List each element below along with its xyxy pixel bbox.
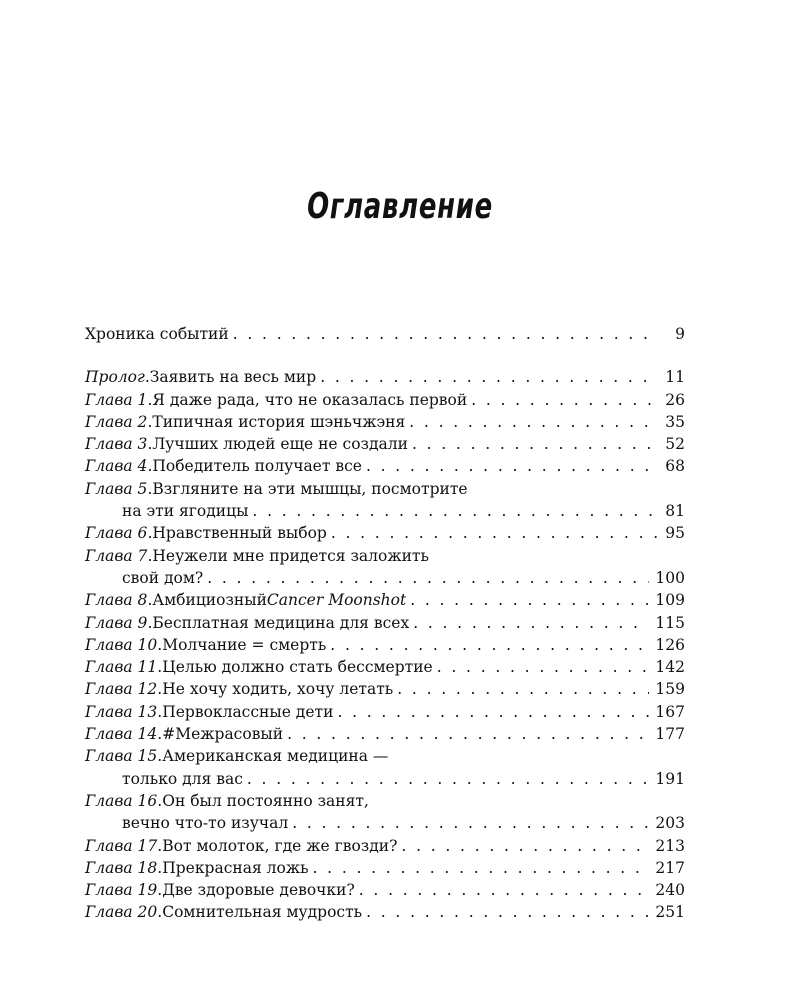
label-separator: . (157, 858, 163, 877)
dot-leader (401, 835, 649, 857)
dot-leader (397, 678, 649, 700)
toc-entry[interactable] (85, 723, 685, 745)
chapter-label: Глава 7 (85, 546, 148, 565)
chapter-label: Глава 4 (85, 457, 148, 476)
chapter-label: Глава 16 (85, 791, 158, 810)
toc-entry[interactable] (85, 857, 685, 879)
toc-entry[interactable] (85, 678, 685, 700)
dot-leader (247, 768, 650, 790)
chapter-title: Не хочу ходить, хочу летать (162, 680, 394, 699)
dot-leader (412, 433, 657, 455)
dot-leader (409, 411, 657, 433)
toc-entry[interactable] (85, 589, 685, 611)
label-separator: . (147, 591, 153, 610)
toc-page-number: 191 (655, 769, 685, 788)
toc-page-number: 95 (665, 524, 685, 543)
chapter-title-continuation: вечно что-то изучал (122, 814, 289, 833)
label-separator: . (147, 546, 153, 565)
chapter-label: Пролог (85, 368, 145, 387)
toc-entry-chronicle[interactable] (85, 323, 685, 345)
toc-entry[interactable] (85, 790, 685, 835)
toc-page-number: 159 (655, 680, 685, 699)
dot-leader (320, 366, 657, 388)
dot-leader (313, 857, 650, 879)
toc-page-number: 213 (655, 836, 685, 855)
toc-entry-title: Хроника событий (85, 325, 229, 343)
chapter-title: Вот молоток, где же гвозди? (162, 836, 398, 855)
toc-page-number: 251 (655, 903, 685, 922)
toc-entry[interactable] (85, 389, 685, 411)
toc-page-number: 167 (655, 702, 685, 721)
toc-entry[interactable] (85, 656, 685, 678)
label-separator: . (147, 457, 153, 476)
label-separator: . (157, 702, 163, 721)
label-separator: . (157, 635, 163, 654)
chapter-title: Победитель получает все (152, 457, 362, 476)
chapter-title: Заявить на весь мир (149, 368, 317, 387)
chapter-label: Глава 14 (85, 725, 158, 744)
toc-page-number: 26 (665, 390, 685, 409)
dot-leader (337, 701, 649, 723)
dot-leader (252, 500, 657, 522)
toc-entry[interactable] (85, 745, 685, 790)
toc-page-number: 126 (655, 635, 685, 654)
chapter-title: Сомнительная мудрость (162, 903, 363, 922)
label-separator: . (157, 725, 163, 744)
toc-entry[interactable] (85, 835, 685, 857)
toc-page-number: 35 (665, 412, 685, 431)
toc-entry[interactable] (85, 879, 685, 901)
chapter-label: Глава 19 (85, 881, 158, 900)
chapter-label: Глава 13 (85, 702, 158, 721)
toc-entry[interactable] (85, 433, 685, 455)
chapter-label: Глава 20 (85, 903, 158, 922)
chapter-title: Он был постоянно занят, (162, 791, 369, 810)
chapter-label: Глава 11 (85, 658, 158, 677)
label-separator: . (157, 881, 163, 900)
dot-leader (471, 389, 657, 411)
toc-page-number: 142 (655, 658, 685, 677)
chapter-title-continuation: свой дом? (122, 568, 204, 587)
chapter-label: Глава 10 (85, 635, 158, 654)
chapter-title: Две здоровые девочки? (162, 881, 355, 900)
toc-entry[interactable] (85, 411, 685, 433)
dot-leader (359, 879, 650, 901)
dot-leader (331, 522, 657, 544)
chapter-title: Молчание = смерть (162, 635, 327, 654)
label-separator: . (144, 368, 150, 387)
toc-entry[interactable] (85, 701, 685, 723)
label-separator: . (157, 791, 163, 810)
chapter-title: Лучших людей еще не создали (152, 435, 408, 454)
dot-leader (413, 612, 649, 634)
toc-page-number: 11 (665, 368, 685, 387)
toc-entry[interactable] (85, 634, 685, 656)
dot-leader (366, 901, 649, 923)
chapter-title-continuation: на эти ягодицы (122, 502, 249, 521)
chapter-title: Я даже рада, что не оказалась первой (152, 390, 468, 409)
toc-entry[interactable] (85, 478, 685, 523)
chapter-label: Глава 12 (85, 680, 158, 699)
toc-page-number: 52 (665, 435, 685, 454)
dot-leader (207, 567, 649, 589)
chapter-title: Амбициозный (152, 591, 267, 610)
chapter-title: Первоклассные дети (162, 702, 334, 721)
toc-page-number: 217 (655, 858, 685, 877)
dot-leader (233, 323, 657, 345)
label-separator: . (157, 658, 163, 677)
toc-page-number: 240 (655, 881, 685, 900)
toc-page-number: 100 (655, 568, 685, 587)
toc-entry[interactable] (85, 612, 685, 634)
chapter-title: Типичная история шэньчжэня (152, 412, 406, 431)
chapter-title: Взгляните на эти мышцы, посмотрите (152, 479, 468, 498)
dot-leader (292, 812, 649, 834)
label-separator: . (147, 524, 153, 543)
chapter-title: Прекрасная ложь (162, 858, 309, 877)
chapter-label: Глава 5 (85, 479, 148, 498)
toc-page-number: 115 (655, 613, 685, 632)
chapter-title-continuation: только для вас (122, 769, 243, 788)
label-separator: . (147, 479, 153, 498)
toc-page-number: 68 (665, 457, 685, 476)
label-separator: . (147, 390, 153, 409)
chapter-label: Глава 6 (85, 524, 148, 543)
chapter-title: #Межрасовый (162, 725, 284, 744)
chapter-title: Нравственный выбор (152, 524, 327, 543)
dot-leader (287, 723, 649, 745)
chapter-label: Глава 3 (85, 435, 148, 454)
chapter-title: Бесплатная медицина для всех (152, 613, 410, 632)
toc-page-number: 177 (655, 725, 685, 744)
label-separator: . (157, 680, 163, 699)
chapter-label: Глава 18 (85, 858, 158, 877)
label-separator: . (157, 836, 163, 855)
toc-entry[interactable] (85, 366, 685, 388)
label-separator: . (147, 435, 153, 454)
label-separator: . (147, 412, 153, 431)
toc-page-number: 203 (655, 814, 685, 833)
chapter-label: Глава 17 (85, 836, 158, 855)
section-gap (85, 345, 685, 366)
toc-page-number: 9 (675, 325, 685, 343)
toc-page-number: 109 (655, 591, 685, 610)
chapter-title-italic: Cancer Moonshot (266, 591, 407, 610)
toc-page-number: 81 (665, 502, 685, 521)
chapter-title: Неужели мне придется заложить (152, 546, 429, 565)
dot-leader (410, 589, 649, 611)
table-of-contents (85, 323, 685, 924)
toc-entry[interactable] (85, 455, 685, 477)
label-separator: . (157, 747, 163, 766)
chapter-label: Глава 8 (85, 591, 148, 610)
toc-entry[interactable] (85, 522, 685, 544)
dot-leader (437, 656, 650, 678)
dot-leader (330, 634, 649, 656)
page-title: Оглавление (307, 186, 493, 227)
chapter-label: Глава 15 (85, 747, 158, 766)
chapter-label: Глава 1 (85, 390, 148, 409)
toc-entry[interactable] (85, 545, 685, 590)
dot-leader (366, 455, 657, 477)
label-separator: . (147, 613, 153, 632)
chapter-label: Глава 2 (85, 412, 148, 431)
chapter-title: Американская медицина — (162, 747, 389, 766)
chapter-title: Целью должно стать бессмертие (162, 658, 433, 677)
chapter-list (85, 366, 685, 923)
chapter-label: Глава 9 (85, 613, 148, 632)
label-separator: . (157, 903, 163, 922)
toc-entry[interactable] (85, 901, 685, 923)
